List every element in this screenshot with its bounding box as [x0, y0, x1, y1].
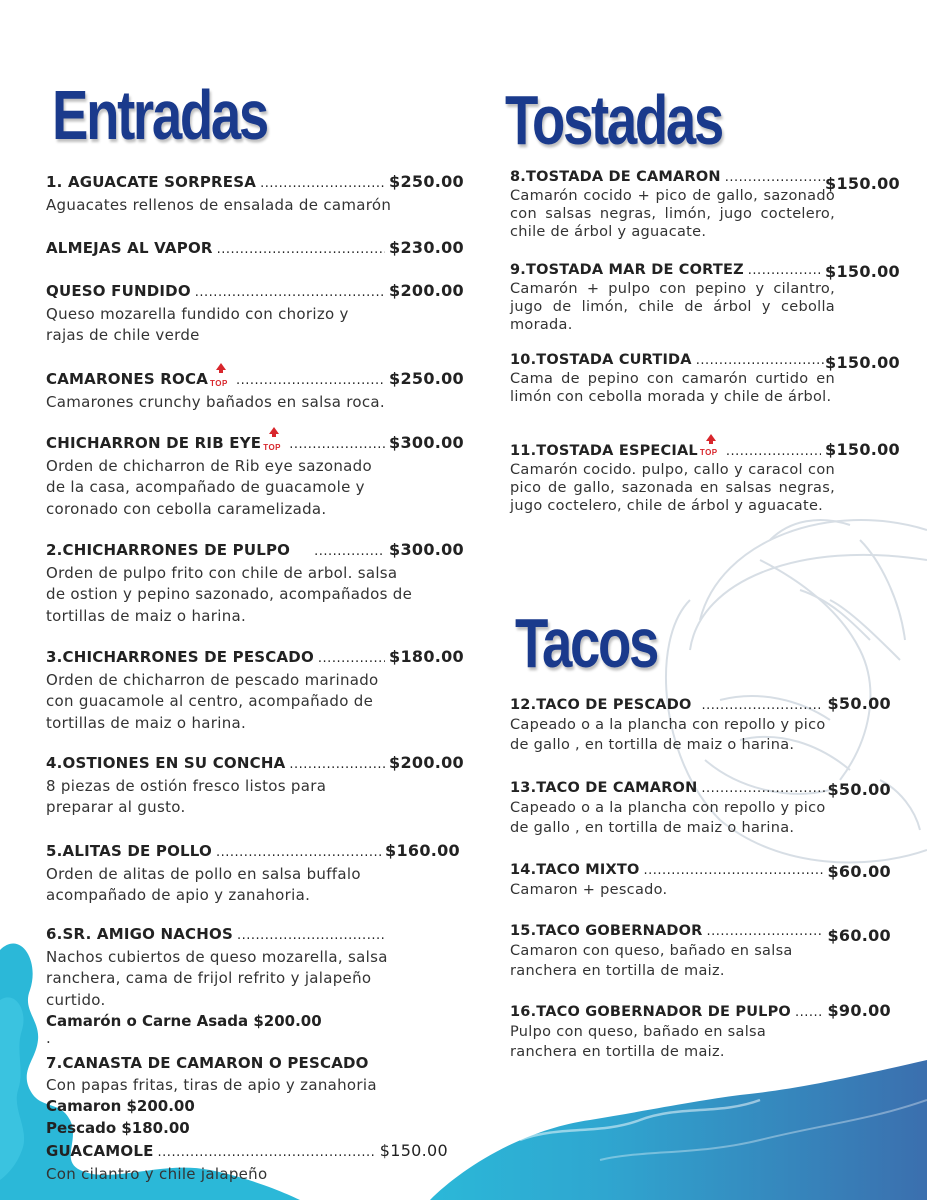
item-description: Capeado o a la plancha con repollo y pico de gallo , en tortilla de maiz o harina.	[510, 717, 826, 753]
menu-item	[46, 840, 460, 907]
item-name: 16.TACO GOBERNADOR DE PULPO	[510, 1004, 791, 1020]
dot-leader	[289, 434, 385, 456]
item-price: $250.00	[389, 172, 464, 191]
item-description: Camarones crunchy bañados en salsa roca.	[46, 392, 385, 411]
item-price: $300.00	[389, 540, 464, 559]
item-extra-price: Camarón o Carne Asada $200.00	[46, 1012, 322, 1030]
item-name: 3.CHICHARRONES DE PESCADO	[46, 648, 314, 666]
item-description: Capeado o a la plancha con repollo y pico de gallo , en tortilla de maiz o harina.	[510, 800, 826, 836]
top-badge-icon: TOP	[263, 430, 285, 448]
menu-item	[510, 350, 900, 406]
item-price: $250.00	[389, 369, 464, 388]
item-description: Queso mozarella fundido con chorizo y rajas de chile verde	[46, 304, 349, 344]
item-description: Cama de pepino con camarón curtido en limón con cebolla morada y chile de árbol.	[510, 371, 835, 405]
item-name: CHICHARRON DE RIB EYE	[46, 434, 262, 452]
item-name: 11.TOSTADA ESPECIAL	[510, 443, 698, 459]
item-description: Con cilantro y chile jalapeño	[46, 1164, 268, 1183]
dot-leader	[237, 925, 386, 947]
dot-leader	[216, 842, 381, 864]
item-description: Camaron con queso, bañado en salsa ranchera en tortilla de maiz.	[510, 943, 793, 979]
item-price: $60.00	[827, 926, 891, 945]
item-price: $150.00	[825, 353, 900, 372]
menu-item	[46, 1053, 426, 1139]
item-price: $50.00	[827, 780, 891, 799]
section-title-tacos: Tacos	[515, 604, 658, 682]
dot-leader	[158, 1142, 376, 1164]
dot-leader	[701, 697, 823, 715]
item-description: Orden de chicharron de pescado marinado con guacamole al centro, acompañado de tortillas de maiz o harina.	[46, 670, 379, 732]
menu-item	[510, 778, 891, 838]
dot-leader	[696, 352, 825, 370]
item-price: $200.00	[389, 753, 464, 772]
item-name: 13.TACO DE CAMARON	[510, 780, 698, 796]
dot-leader	[748, 262, 821, 280]
menu-item	[510, 437, 900, 515]
section-title-tostadas: Tostadas	[505, 81, 722, 159]
item-name: 4.OSTIONES EN SU CONCHA	[46, 754, 286, 772]
menu-item	[510, 1002, 891, 1062]
item-extra-price: Camaron $200.00	[46, 1097, 195, 1115]
menu-item	[46, 539, 464, 627]
item-description: Camarón cocido + pico de gallo, sazonado con salsas negras, limón, jugo coctelero, chile de árbol y aguacate.	[510, 188, 835, 240]
menu-item	[46, 924, 390, 1047]
item-price: $150.00	[825, 440, 900, 459]
item-description: Con papas fritas, tiras de apio y zanahoria	[46, 1075, 377, 1094]
menu-item	[510, 860, 891, 900]
item-price: $160.00	[385, 841, 460, 860]
item-name: 9.TOSTADA MAR DE CORTEZ	[510, 262, 744, 278]
item-description: 8 piezas de ostión fresco listos para preparar al gusto.	[46, 776, 327, 816]
menu-item	[510, 260, 900, 334]
item-description: Camarón + pulpo con pepino y cilantro, jugo de limón, chile de árbol y cebolla morada.	[510, 281, 835, 333]
item-name: 7.CANASTA DE CAMARON O PESCADO	[46, 1054, 369, 1072]
item-description: Pulpo con queso, bañado en salsa ranchera en tortilla de maiz.	[510, 1024, 767, 1060]
menu-item	[46, 237, 464, 261]
item-description: Orden de chicharron de Rib eye sazonado de la casa, acompañado de guacamole y coronado con cebolla caramelizada.	[46, 456, 372, 518]
item-price: $150.00	[825, 262, 900, 281]
item-name: GUACAMOLE	[46, 1142, 154, 1160]
item-description: Orden de pulpo frito con chile de arbol. salsa de ostion y pepino sazonado, acompañados de tortillas de maiz o harina.	[46, 563, 413, 625]
menu-item	[46, 646, 464, 734]
menu-item	[510, 921, 891, 981]
menu-item	[46, 752, 464, 819]
item-name: 12.TACO DE PESCADO	[510, 697, 692, 713]
menu-item	[46, 430, 464, 520]
item-name: 14.TACO MIXTO	[510, 862, 640, 878]
dot-leader	[289, 754, 385, 776]
menu-item	[510, 167, 900, 241]
item-name: ALMEJAS AL VAPOR	[46, 239, 213, 257]
top-badge-icon: TOP	[210, 366, 232, 384]
item-name: 15.TACO GOBERNADOR	[510, 923, 703, 939]
dot-leader	[726, 443, 821, 461]
item-price: $150.00	[825, 174, 900, 193]
dot-leader	[195, 282, 385, 304]
item-name: QUESO FUNDIDO	[46, 282, 191, 300]
item-description: Orden de alitas de pollo en salsa buffalo acompañado de apio y zanahoria.	[46, 864, 361, 904]
item-name: 5.ALITAS DE POLLO	[46, 842, 212, 860]
item-price: $150.00	[379, 1141, 448, 1160]
item-price: $180.00	[389, 647, 464, 666]
item-name: 10.TOSTADA CURTIDA	[510, 352, 692, 368]
dot-leader	[795, 1004, 823, 1022]
menu-item	[46, 1140, 448, 1185]
item-description: Aguacates rellenos de ensalada de camarón	[46, 195, 392, 214]
item-price: $230.00	[389, 238, 464, 257]
top-badge-icon: TOP	[700, 437, 722, 455]
item-name: 1. AGUACATE SORPRESA	[46, 173, 257, 191]
item-price: $90.00	[827, 1001, 891, 1020]
item-extra-note: .	[46, 1028, 52, 1047]
item-name: 2.CHICHARRONES DE PULPO	[46, 541, 291, 559]
menu-item	[510, 695, 891, 755]
menu-item	[46, 366, 464, 413]
item-price: $300.00	[389, 433, 464, 452]
item-description: Nachos cubiertos de queso mozarella, salsa ranchera, cama de frijol refrito y jalapeño curtido.	[46, 947, 388, 1009]
dot-leader	[318, 648, 385, 670]
item-extra-price: Pescado $180.00	[46, 1118, 190, 1137]
item-price: $60.00	[827, 862, 891, 881]
item-description: Camarón cocido. pulpo, callo y caracol con pico de gallo, sazonada en salsas negras, jugo coctelero, chile de árbol y aguacate.	[510, 462, 835, 514]
dot-leader	[725, 169, 825, 187]
dot-leader	[217, 239, 385, 261]
item-name: 6.SR. AMIGO NACHOS	[46, 925, 233, 943]
dot-leader	[314, 541, 385, 563]
item-name: 8.TOSTADA DE CAMARON	[510, 169, 721, 185]
menu-item	[46, 280, 464, 347]
item-price: $50.00	[827, 694, 891, 713]
item-name: CAMARONES ROCA	[46, 370, 208, 388]
dot-leader	[260, 173, 385, 195]
item-price: $200.00	[389, 281, 464, 300]
dot-leader	[644, 862, 824, 880]
menu-item	[46, 171, 464, 216]
dot-leader	[236, 370, 385, 392]
dot-leader	[707, 923, 824, 941]
item-description: Camaron + pescado.	[510, 882, 668, 898]
section-title-entradas: Entradas	[52, 76, 267, 154]
dot-leader	[701, 780, 827, 798]
